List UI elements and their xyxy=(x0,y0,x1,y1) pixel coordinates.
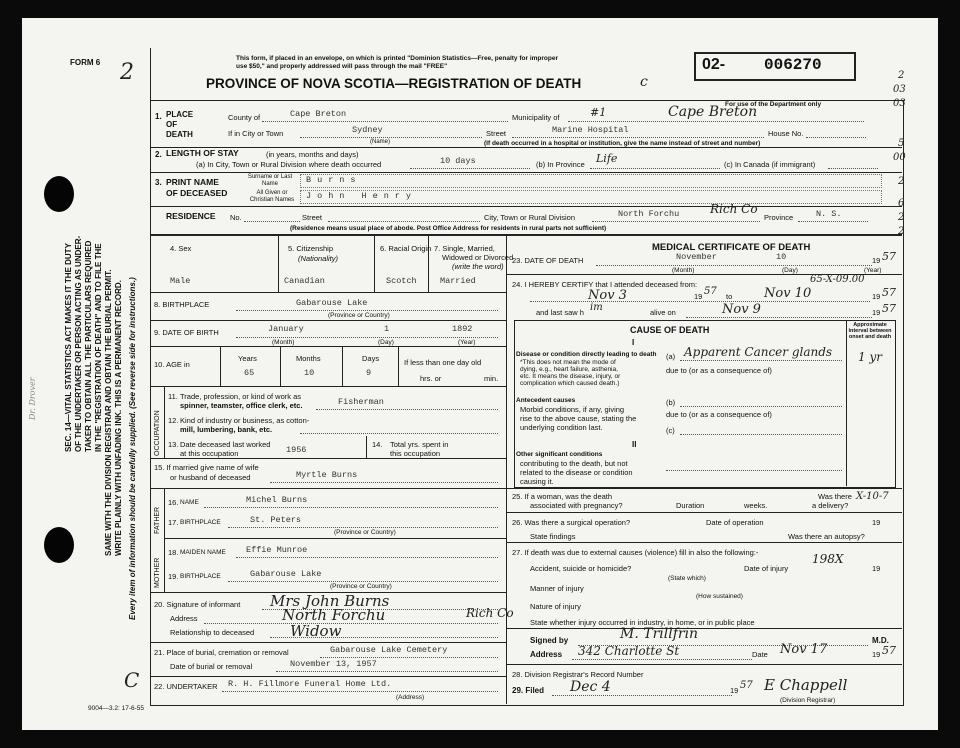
citizenship-hint: (Nationality) xyxy=(298,254,339,263)
age-months-value: 10 xyxy=(304,368,315,378)
margin-digit: 6 xyxy=(898,198,905,209)
item-2-number: 2. xyxy=(155,150,162,159)
death-month: November xyxy=(676,252,717,262)
statute-line-6: WRITE PLAINLY WITH UNFADING INK. THIS IS A PERMANENT RECORD. xyxy=(114,280,123,556)
dob-year-hint: (Year) xyxy=(458,339,476,346)
alive-on-date: Nov 9 xyxy=(722,302,761,317)
attendance-annotation: 65-X-09.00 xyxy=(810,274,865,285)
direct-cause-note-2: dying, e.g., heart failure, asthenia, xyxy=(520,366,618,373)
injury-date-nineteen: 19 xyxy=(872,564,881,573)
trade-value: Fisherman xyxy=(338,397,384,407)
total-years-label-2: this occupation xyxy=(390,449,441,458)
attended-to-year: 57 xyxy=(882,286,896,299)
burial-date-label: Date of burial or removal xyxy=(170,662,253,671)
physician-signature: M. Trillfrin xyxy=(620,626,699,642)
citizenship-label: 5. Citizenship xyxy=(288,244,334,253)
direct-cause-label: Disease or condition directly leading to death xyxy=(516,351,657,358)
certificate-date-value: Nov 17 xyxy=(780,642,828,657)
residence-county-annotation: Rich Co xyxy=(710,202,758,216)
undertaker-value: R. H. Fillmore Funeral Home Ltd. xyxy=(228,679,392,689)
margin-digit: 5 xyxy=(898,138,905,149)
cause-a-due-to: due to (or as a consequence of) xyxy=(666,366,772,375)
trade-label-1: Trade, profession, or kind of work as xyxy=(180,392,302,401)
residence-hint: (Residence means usual place of abode. Post Office Address for residents in rural parts not sufficient) xyxy=(290,225,607,232)
last-worked-label-2: at this occupation xyxy=(180,449,239,458)
physician-address-value: 342 Charlotte St xyxy=(578,644,680,658)
residence-city-value: North Forchu xyxy=(618,209,680,219)
certificate-date-label: Date xyxy=(752,650,768,659)
county-label: County of xyxy=(228,113,261,122)
residence-province-value: N. S. xyxy=(816,209,842,219)
punch-hole-top xyxy=(44,176,74,212)
mother-maiden-name-value: Effie Munroe xyxy=(246,545,308,555)
statute-line-7: Every item of information should be carefully supplied. (See reverse side for instructions.) xyxy=(128,277,137,620)
item-14-number: 14. xyxy=(372,440,383,449)
statute-line-3: TAKER TO OBTAIN ALL THE PARTICULARS REQUIRED xyxy=(84,240,93,452)
item-3-number: 3. xyxy=(155,178,162,187)
statute-line-2: OF THE UNDERTAKER OR PERSON ACTING AS UNDER- xyxy=(74,235,83,452)
residence-street-label: Street xyxy=(302,213,323,222)
margin-digit: 03 xyxy=(893,98,906,109)
other-conditions-note-1: contributing to the death, but not xyxy=(520,459,628,468)
direct-cause-note-3: etc. It means the disease, injury, or xyxy=(520,373,621,380)
father-section-label: FATHER xyxy=(154,506,161,534)
death-year: 57 xyxy=(882,250,896,263)
item-18-number: 18. xyxy=(168,548,179,557)
injury-date-label: Date of injury xyxy=(744,564,789,573)
other-conditions-note-3: causing it. xyxy=(520,477,554,486)
residence-label: RESIDENCE xyxy=(166,211,216,221)
filed-label: 29. Filed xyxy=(512,686,545,695)
duration-label: Duration xyxy=(676,501,705,510)
other-conditions-label: Other significant conditions xyxy=(516,451,603,458)
antecedent-note-1: Morbid conditions, if any, giving xyxy=(520,405,625,414)
mother-birthplace-hint: (Province or Country) xyxy=(330,583,392,590)
statute-line-4: IN THE "REGISTRATION OF DEATH" AND TO FILE THE xyxy=(94,243,103,452)
death-day-hint: (Day) xyxy=(782,267,798,274)
street-label: Street xyxy=(486,129,507,138)
residence-city-label: City, Town or Rural Division xyxy=(484,213,575,222)
attended-to-label: to xyxy=(726,292,733,301)
dob-month-hint: (Month) xyxy=(272,339,295,346)
accident-label: Accident, suicide or homicide? xyxy=(530,564,632,573)
statute-line-1: SEC. 14—VITAL STATISTICS ACT MAKES IT THE DUTY xyxy=(64,243,73,452)
punch-hole-bottom xyxy=(44,527,74,563)
last-worked-label-1: Date deceased last worked xyxy=(180,440,271,449)
last-saw-him: im xyxy=(590,302,603,313)
dob-day-hint: (Day) xyxy=(378,339,394,346)
racial-origin-value: Scotch xyxy=(386,276,417,286)
trade-label-2: spinner, teamster, office clerk, etc. xyxy=(180,401,303,410)
margin-digit: 00 xyxy=(893,152,906,163)
cause-b-mark: (b) xyxy=(666,398,676,407)
antecedent-note-3: underlying condition last. xyxy=(520,423,603,432)
industry-label-2: mill, lumbering, bank, etc. xyxy=(180,425,273,434)
place-of-death-label: PLACE OF DEATH xyxy=(166,110,194,139)
pregnancy-label-2: associated with pregnancy? xyxy=(530,501,623,510)
registrar-signature: E Chappell xyxy=(764,676,848,694)
city-town-value: Sydney xyxy=(352,125,383,135)
spouse-label-2: or husband of deceased xyxy=(170,473,251,482)
residence-no-label: No. xyxy=(230,213,242,222)
item-19-number: 19. xyxy=(168,572,179,581)
alive-on-label: alive on xyxy=(650,308,676,317)
last-worked-value: 1956 xyxy=(286,445,307,455)
print-name-label: PRINT NAME xyxy=(166,177,219,187)
registration-prefix: 02- xyxy=(702,56,726,73)
direct-cause-note-4: complication which caused death.) xyxy=(520,380,620,387)
age-years-value: 65 xyxy=(244,368,255,378)
house-number-label: House No. xyxy=(768,129,804,138)
mother-birthplace-value: Gabarouse Lake xyxy=(250,569,322,579)
filed-nineteen: 19 xyxy=(730,686,739,695)
margin-scribble-bottom: C xyxy=(124,668,140,692)
margin-digit: 03 xyxy=(893,84,906,95)
item-12-number: 12. xyxy=(168,416,179,425)
operation-label: 26. Was there a surgical operation? xyxy=(512,518,631,527)
citizenship-value: Canadian xyxy=(284,276,325,286)
alive-on-nineteen: 19 xyxy=(872,308,881,317)
item-17-number: 17. xyxy=(168,518,179,527)
age-months-label: Months xyxy=(296,354,321,363)
form-title: PROVINCE OF NOVA SCOTIA—REGISTRATION OF DEATH xyxy=(206,76,582,91)
occupation-section-label: OCCUPATION xyxy=(154,410,161,456)
age-years-label: Years xyxy=(238,354,257,363)
spouse-label-1: 15. If married give name of wife xyxy=(154,463,259,472)
marital-status-label-2: Widowed or Divorced xyxy=(442,253,514,262)
age-label: 10. AGE in xyxy=(154,360,190,369)
item-16-number: 16. xyxy=(168,498,179,507)
approx-interval-label: Approximate interval between onset and death xyxy=(848,322,892,340)
mother-maiden-name-label: MAIDEN NAME xyxy=(180,549,226,556)
residence-province-label: Province xyxy=(764,213,794,222)
sex-value: Male xyxy=(170,276,191,286)
pregnancy-annotation: X-10-7 xyxy=(856,491,889,502)
item-13-number: 13. xyxy=(168,440,179,449)
division-record-label: 28. Division Registrar's Record Number xyxy=(512,670,644,679)
attended-from-nineteen: 19 xyxy=(694,292,703,301)
father-birthplace-label: BIRTHPLACE xyxy=(180,519,221,526)
nature-of-injury-label: Nature of injury xyxy=(530,602,581,611)
stay-city-value: 10 days xyxy=(440,156,476,166)
title-check-mark: c xyxy=(640,74,648,90)
relationship-value: Widow xyxy=(290,622,342,640)
md-label: M.D. xyxy=(872,636,889,645)
margin-digit: 2 xyxy=(898,176,905,187)
informant-address: North Forchu xyxy=(282,606,386,624)
cause-a-interval: 1 yr xyxy=(858,350,882,364)
margin-scribble-top: 2 xyxy=(120,60,134,85)
margin-digit: 2 xyxy=(898,212,905,223)
pregnancy-label-1: 25. If a woman, was the death xyxy=(512,492,613,501)
racial-origin-label: 6. Racial Origin xyxy=(380,244,432,253)
weeks-label: weeks. xyxy=(744,501,768,510)
dob-month: January xyxy=(268,324,304,334)
death-day: 10 xyxy=(776,252,787,262)
of-deceased-label: OF DECEASED xyxy=(166,188,228,198)
injury-place-label: State whether injury occurred in industry, in home, or in public place xyxy=(530,618,755,627)
alive-on-year: 57 xyxy=(882,302,896,315)
stay-province-value: Life xyxy=(596,152,618,165)
marital-status-hint: (write the word) xyxy=(452,262,504,271)
stay-canada-label: (c) In Canada (if immigrant) xyxy=(724,160,816,169)
street-value: Marine Hospital xyxy=(552,125,629,135)
mail-notice-line1: This form, if placed in an envelope, on which is printed "Dominion Statistics—Free, penalty for improper xyxy=(236,55,558,62)
city-name-hint: (Name) xyxy=(370,139,391,145)
margin-pencil-note: Dr. Drover xyxy=(28,377,37,420)
registration-number: 006270 xyxy=(764,56,822,74)
dob-day: 1 xyxy=(384,324,390,334)
relationship-label: Relationship to deceased xyxy=(170,628,255,637)
operation-date-label: Date of operation xyxy=(706,518,764,527)
filed-year: 57 xyxy=(740,680,753,691)
informant-address-county: Rich Co xyxy=(466,606,514,620)
industry-label-1: Kind of industry or business, as cotton- xyxy=(180,416,310,425)
informant-signature: Mrs John Burns xyxy=(270,592,390,610)
father-birthplace-value: St. Peters xyxy=(250,515,302,525)
item-1-number: 1. xyxy=(155,112,162,121)
given-names-value: John Henry xyxy=(306,191,418,201)
stay-city-label: (a) In City, Town or Rural Division where death occurred xyxy=(196,160,382,169)
department-use-label: For use of the Department only xyxy=(725,101,822,108)
length-of-stay-hint: (in years, months and days) xyxy=(266,150,359,159)
burial-place-label: 21. Place of burial, cremation or removal xyxy=(154,648,289,657)
surname-boxes xyxy=(300,174,882,188)
age-hours-label: hrs. or xyxy=(420,374,442,383)
operation-date-nineteen: 19 xyxy=(872,518,881,527)
given-names-label: All Given or Christian Names xyxy=(249,190,295,203)
mother-birthplace-label: BIRTHPLACE xyxy=(180,573,221,580)
birthplace-value: Gabarouse Lake xyxy=(296,298,368,308)
mother-section-label: MOTHER xyxy=(154,557,161,588)
date-of-birth-label: 9. DATE OF BIRTH xyxy=(154,328,219,337)
sex-label: 4. Sex xyxy=(170,244,192,253)
autopsy-label: Was there an autopsy? xyxy=(788,532,865,541)
birthplace-hint: (Province or Country) xyxy=(328,312,390,319)
last-saw-label: and last saw h xyxy=(536,308,584,317)
age-days-label: Days xyxy=(362,354,380,363)
length-of-stay-label: LENGTH OF STAY xyxy=(166,148,239,158)
total-years-label-1: Total yrs. spent in xyxy=(390,440,449,449)
delivery-label-2: a delivery? xyxy=(812,501,849,510)
signed-by-label: Signed by xyxy=(530,636,569,645)
attendance-label: 24. I HEREBY CERTIFY that I attended deceased from: xyxy=(512,280,698,289)
dob-year: 1892 xyxy=(452,324,473,334)
antecedent-note-2: rise to the above cause, stating the xyxy=(520,414,637,423)
attended-to-date: Nov 10 xyxy=(764,286,812,301)
marital-status-value: Married xyxy=(440,276,476,286)
part-two-numeral: II xyxy=(632,440,637,449)
antecedent-label: Antecedent causes xyxy=(516,397,576,404)
cause-a-value: Apparent Cancer glands xyxy=(684,345,833,359)
municipality-label: Municipality of xyxy=(512,113,560,122)
state-which-hint: (State which) xyxy=(668,575,706,582)
margin-digit: 2 xyxy=(898,226,905,237)
surname-value: Burns xyxy=(306,175,362,185)
item-11-number: 11. xyxy=(168,392,178,401)
medical-certificate-title: MEDICAL CERTIFICATE OF DEATH xyxy=(652,242,811,253)
injury-annotation: 198X xyxy=(812,552,844,566)
date-of-death-label: 23. DATE OF DEATH xyxy=(512,256,584,265)
death-year-hint: (Year) xyxy=(864,267,882,274)
form-number: FORM 6 xyxy=(70,58,101,67)
burial-place-value: Gabarouse Lake Cemetery xyxy=(330,645,448,655)
division-registrar-hint: (Division Registrar) xyxy=(780,697,836,704)
municipality-value: Cape Breton xyxy=(668,104,758,120)
spouse-value: Myrtle Burns xyxy=(296,470,358,480)
delivery-label-1: Was there xyxy=(818,492,852,501)
cause-c-mark: (c) xyxy=(666,426,675,435)
marital-status-label-1: 7. Single, Married, xyxy=(434,244,495,253)
municipality-number: #1 xyxy=(590,106,607,119)
attended-to-nineteen: 19 xyxy=(872,292,881,301)
county-value: Cape Breton xyxy=(290,109,347,119)
cause-b-due-to: due to (or as a consequence of) xyxy=(666,410,772,419)
cause-of-death-title: CAUSE OF DEATH xyxy=(630,325,710,335)
hospital-hint: (If death occurred in a hospital or institution, give the name instead of street and number) xyxy=(484,140,761,147)
death-year-prefix: 19 xyxy=(872,256,881,265)
cause-a-mark: (a) xyxy=(666,352,676,361)
informant-address-label: Address xyxy=(170,614,198,623)
undertaker-address-hint: (Address) xyxy=(396,694,425,701)
how-sustained-hint: (How sustained) xyxy=(696,593,743,600)
physician-address-label: Address xyxy=(530,650,563,659)
certificate-date-nineteen: 19 xyxy=(872,650,881,659)
age-days-value: 9 xyxy=(366,368,372,378)
direct-cause-note-1: *This does not mean the mode of xyxy=(520,359,616,366)
undertaker-label: 22. UNDERTAKER xyxy=(154,682,218,691)
other-conditions-note-2: related to the disease or condition xyxy=(520,468,633,477)
surname-label: Surname or Last Name xyxy=(247,174,293,187)
birthplace-label: 8. BIRTHPLACE xyxy=(154,300,210,309)
city-town-label: If in City or Town xyxy=(228,129,284,138)
statute-line-5: SAME WITH THE DIVISION REGISTRAR AND OBTAIN THE BURIAL PERMIT. xyxy=(104,269,113,556)
father-name-value: Michel Burns xyxy=(246,495,308,505)
manner-of-injury-label: Manner of injury xyxy=(530,584,584,593)
burial-date-value: November 13, 1957 xyxy=(290,659,377,669)
mail-notice-line2: use $50," and properly addressed will pass through the mail "FREE" xyxy=(236,63,448,70)
death-month-hint: (Month) xyxy=(672,267,695,274)
age-minutes-label: min. xyxy=(484,374,499,383)
informant-signature-label: 20. Signature of informant xyxy=(154,600,241,609)
form-print-code: 9004—3.2: 17-6-55 xyxy=(88,705,145,712)
part-one-numeral: I xyxy=(632,338,635,347)
findings-label: State findings xyxy=(530,532,576,541)
father-name-label: NAME xyxy=(180,499,199,506)
attended-from-date: Nov 3 xyxy=(588,288,627,303)
father-birthplace-hint: (Province or Country) xyxy=(334,529,396,536)
stay-province-label: (b) In Province xyxy=(536,160,585,169)
margin-digit: 2 xyxy=(898,70,905,81)
under-one-day-label: If less than one day old xyxy=(404,358,482,367)
filed-date: Dec 4 xyxy=(570,679,611,695)
external-causes-label: 27. If death was due to external causes (violence) fill in also the following:- xyxy=(512,548,759,557)
certificate-date-year: 57 xyxy=(882,644,896,657)
attended-from-year: 57 xyxy=(704,286,717,297)
